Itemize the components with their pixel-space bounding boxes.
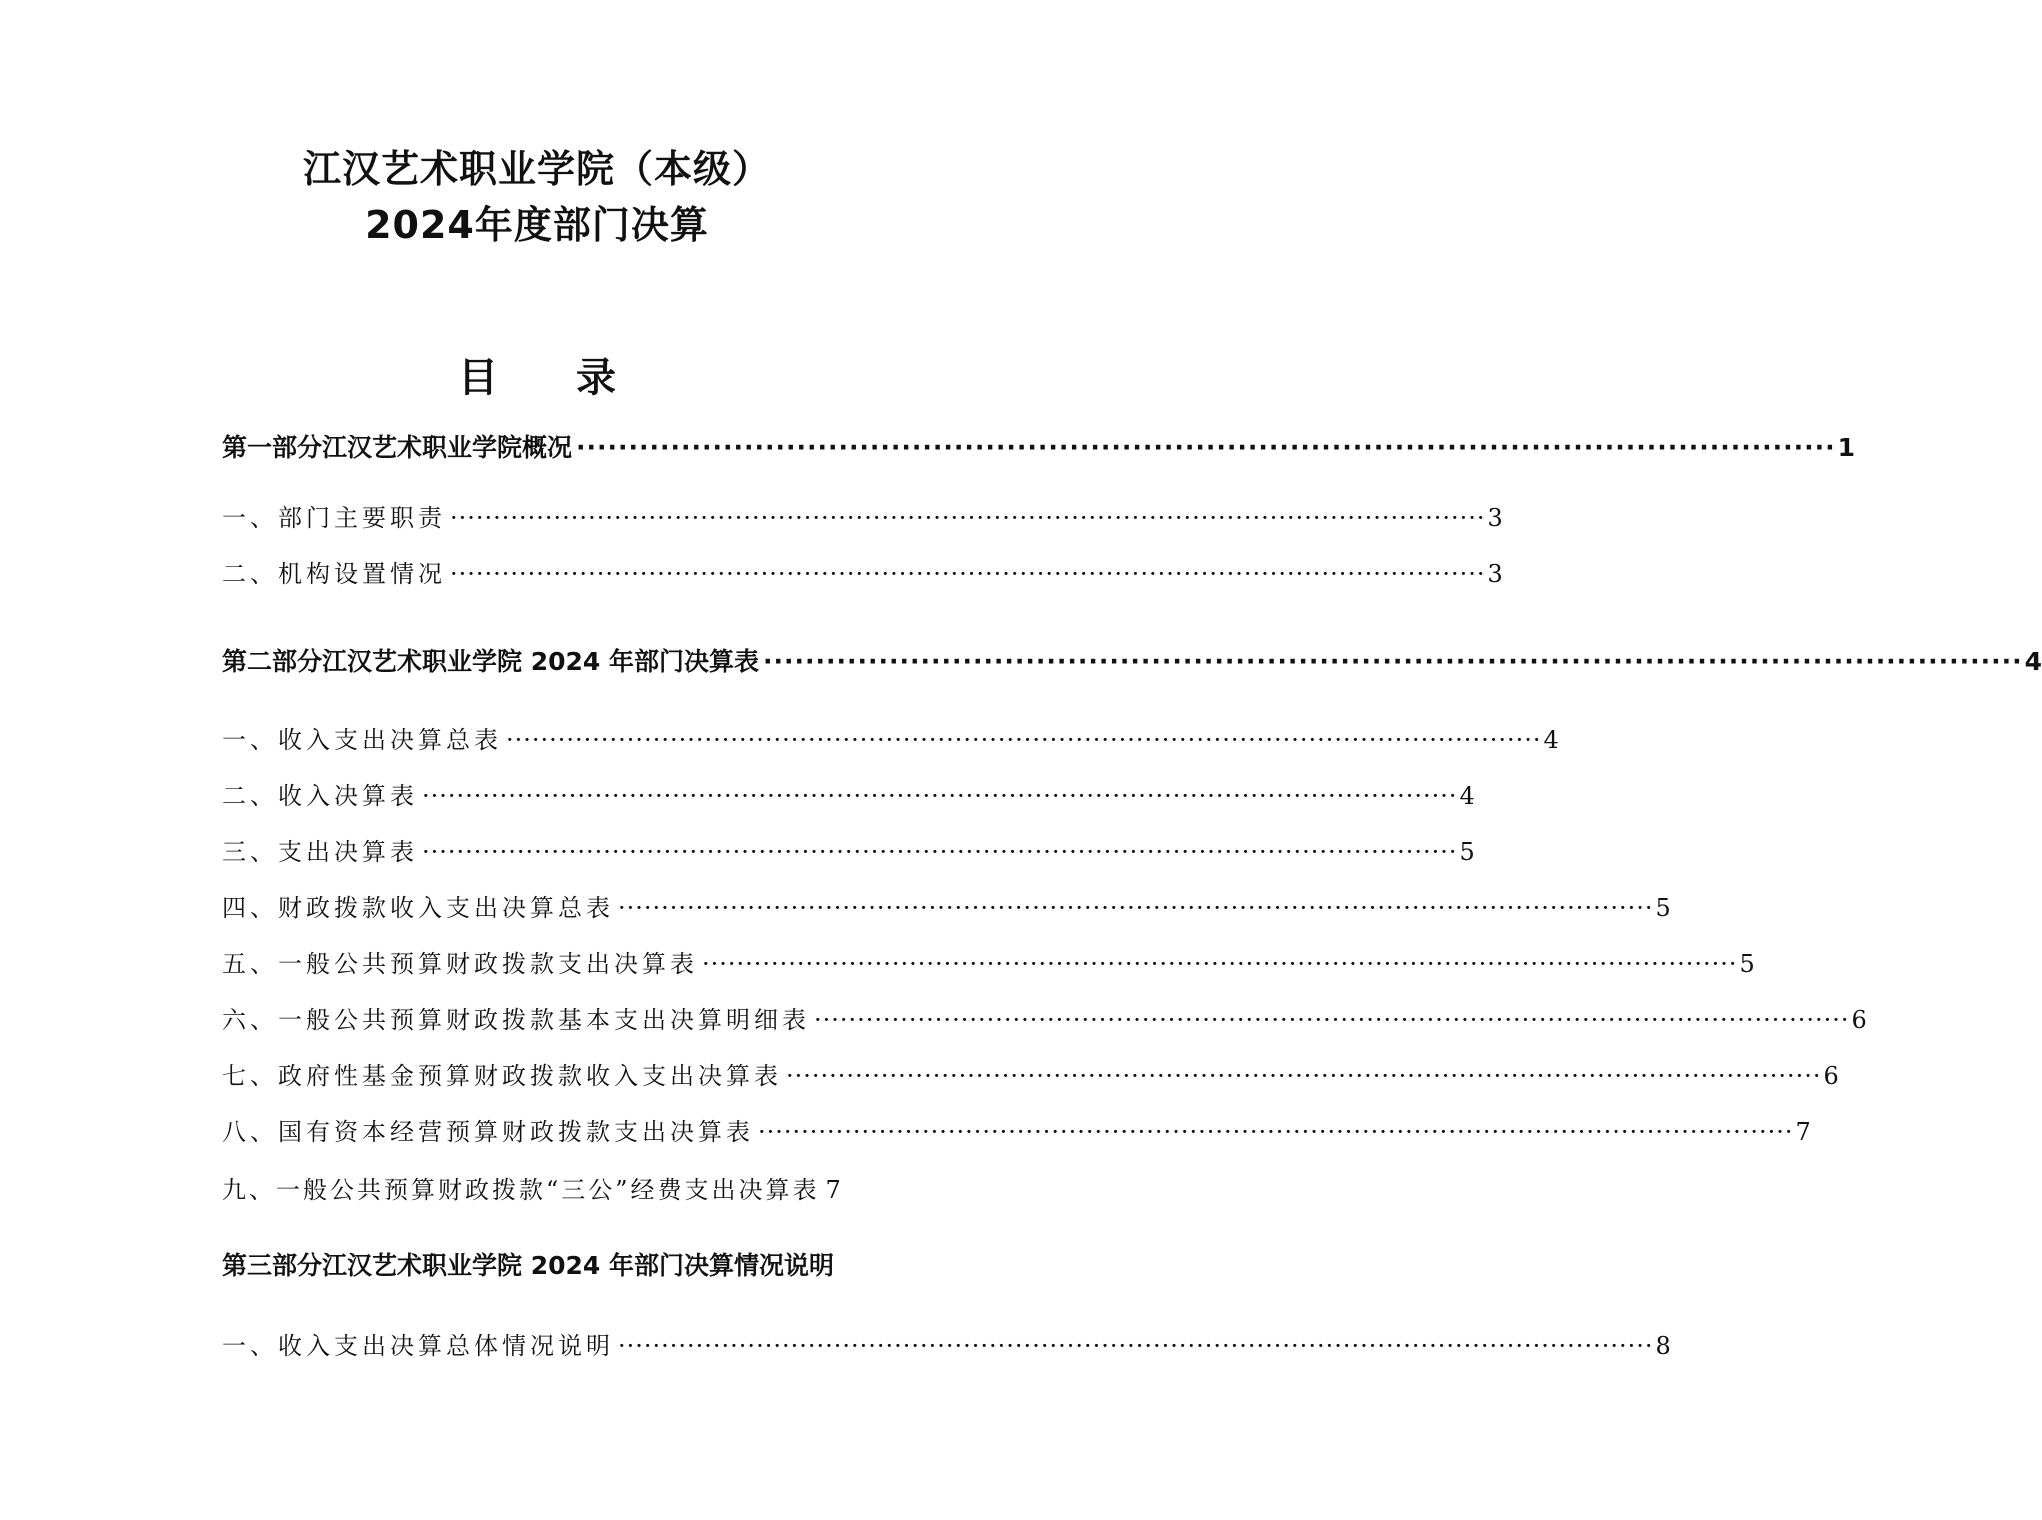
toc-page: 6: [1851, 1006, 1867, 1034]
toc-entry[interactable]: [222, 1112, 1811, 1152]
toc-page: 7: [825, 1176, 841, 1204]
toc-leader: ························································································································: [450, 504, 1486, 532]
toc-label: 一、收入支出决算总体情况说明: [222, 1332, 614, 1360]
toc-leader: ························································································································: [576, 433, 1836, 462]
toc-page: 5: [1655, 894, 1671, 922]
toc-leader: ························································································································: [814, 1006, 1850, 1034]
toc-label: 三、支出决算表: [222, 838, 418, 866]
toc-page: 6: [1823, 1062, 1839, 1090]
toc-label: 八、国有资本经营预算财政拨款支出决算表: [222, 1118, 754, 1146]
document-title: 江汉艺术职业学院（本级）: [302, 147, 771, 191]
toc-page: 5: [1459, 838, 1475, 866]
toc-entry-part-3[interactable]: [222, 1246, 912, 1286]
toc-page: 1: [1837, 433, 1856, 462]
toc-label: 二、收入决算表: [222, 782, 418, 810]
toc-label: 第三部分江汉艺术职业学院 2024 年部门决算情况说明: [222, 1251, 834, 1280]
toc-entry-part-2[interactable]: [222, 642, 2042, 682]
toc-leader: ························································································································: [506, 726, 1542, 754]
toc-page: 7: [1795, 1118, 1811, 1146]
toc-leader: ························································································································: [618, 1332, 1654, 1360]
toc-entry[interactable]: [222, 1326, 1671, 1366]
toc-leader: ························································································································: [786, 1062, 1822, 1090]
toc-entry[interactable]: [222, 554, 1503, 594]
toc-page: 4: [1543, 726, 1559, 754]
toc-leader: ························································································································: [763, 647, 2023, 676]
toc-entry[interactable]: [222, 944, 1755, 984]
toc-leader: ························································································································: [422, 782, 1458, 810]
toc-entry[interactable]: [222, 498, 1503, 538]
toc-page: 8: [1655, 1332, 1671, 1360]
toc-page: 4: [1459, 782, 1475, 810]
toc-label: 五、一般公共预算财政拨款支出决算表: [222, 950, 698, 978]
toc-label: 四、财政拨款收入支出决算总表: [222, 894, 614, 922]
toc-heading: [0, 346, 1074, 403]
toc-heading-char-2: 录: [576, 355, 616, 401]
toc-leader: ························································································································: [422, 838, 1458, 866]
toc-entry[interactable]: [222, 888, 1671, 928]
toc-label: 一、收入支出决算总表: [222, 726, 502, 754]
toc-entry[interactable]: [222, 1170, 912, 1210]
toc-page: 3: [1487, 504, 1503, 532]
toc-heading-char-1: 目: [458, 355, 498, 401]
toc-entry[interactable]: [222, 1056, 1839, 1096]
toc-page: 4: [2024, 647, 2042, 676]
toc-leader: ························································································································: [758, 1118, 1794, 1146]
toc-leader: ························································································································: [702, 950, 1738, 978]
toc-page: 3: [1487, 560, 1503, 588]
toc-label: 一、部门主要职责: [222, 504, 446, 532]
toc-label: 第二部分江汉艺术职业学院 2024 年部门决算表: [222, 647, 759, 676]
toc-entry[interactable]: [222, 832, 1475, 872]
toc-entry[interactable]: [222, 720, 1559, 760]
toc-entry[interactable]: [222, 776, 1475, 816]
toc-label: 二、机构设置情况: [222, 560, 446, 588]
document-subtitle: 2024年度部门决算: [365, 203, 709, 247]
toc-label: 六、一般公共预算财政拨款基本支出决算明细表: [222, 1006, 810, 1034]
toc-leader: ························································································································: [450, 560, 1486, 588]
toc-page: 5: [1739, 950, 1755, 978]
toc-label: 第一部分江汉艺术职业学院概况: [222, 433, 573, 462]
toc-leader: ························································································································: [618, 894, 1654, 922]
toc-label: 九、一般公共预算财政拨款“三公”经费支出决算表: [222, 1176, 820, 1204]
toc-entry-part-1[interactable]: [222, 428, 1856, 468]
toc-entry[interactable]: [222, 1000, 1867, 1040]
toc-label: 七、政府性基金预算财政拨款收入支出决算表: [222, 1062, 782, 1090]
